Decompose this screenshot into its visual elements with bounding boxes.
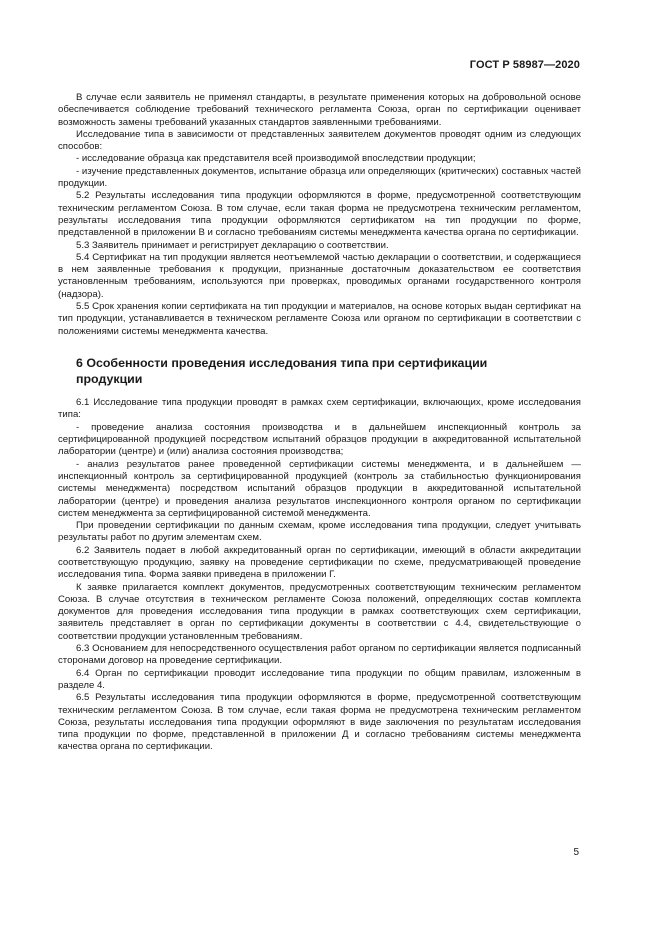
section-heading: 6 Особенности проведения исследования типа при сертификации продукции [76,355,488,386]
paragraph-5-4: 5.4 Сертификат на тип продукции является неотъемлемой частью декларации о соответствии, и содержащиеся в нем заявленные требования к продукции, признанные достаточным доказательством ее соответствия установленным требованиям, используются при проверках, проводимых органами государственного контроля (надзора). [58,251,581,300]
paragraph-5-3: 5.3 Заявитель принимает и регистрирует декларацию о соответствии. [76,239,389,251]
paragraph-6-3: 6.3 Основанием для непосредственного осуществления работ органом по сертификации является подписанный сторонами договор на проведение сертификации. [58,643,581,667]
paragraph-5-5: 5.5 Срок хранения копии сертификата на тип продукции и материалов, на основе которых выдан сертификат на тип продукции, устанавливается в техническом регламенте Союза или органом по сертификации в соответствии с положениями системы менеджмента качества. [58,301,581,337]
paragraph: В случае если заявитель не применял стандарты, в результате применения которых на добровольной основе обеспечивается соблюдение требований технического регламента Союза, орган по сертификации оценивает возможность замены требований указанных стандартов заявленными требованиями. [58,92,581,128]
paragraph-6-5: 6.5 Результаты исследования типа продукции оформляются в форме, предусмотренной соответствующим техническим регламентом Союза. В том случае, если такая форма не предусмотрена техническим регламентом Союза, результаты исследования типа продукции оформляют в виде заключения по результатам исследования типа продукции по форме, представленной в приложении Д и согласно требованиям системы менеджмента качества органа по сертификации. [58,692,581,753]
paragraph-6-1: 6.1 Исследование типа продукции проводят в рамках схем сертификации, включающих, кроме исследования типа: [58,397,581,421]
standard-designation: ГОСТ Р 58987—2020 [469,59,580,71]
list-item: - исследование образца как представителя всей производимой впоследствии продукции; [76,153,476,165]
list-item: - изучение представленных документов, испытание образца или определяющих (критических) составных частей продукции. [58,165,581,190]
list-item: - анализ результатов ранее проведенной сертификации системы менеджмента, и в дальнейшем — инспекционный контроль за сертифицированной продукцией (контроль за стабильностью функционирования системы менеджмента) посредством испытаний образцов продукции в аккредитованной испытательной лаборатории (центре) и проведения анализа результатов инспекционного контроля органом по сертификации систем менеджмента за сертифицированной системой менеджмента. [58,458,581,519]
paragraph: К заявке прилагается комплект документов, предусмотренных соответствующим техническим регламентом Союза. В случае отсутствия в техническом регламенте Союза положений, определяющих состав комплекта документов для проведения исследования типа продукции в рамках соответствующих схем сертификации, заявитель представляет в орган по сертификации документы в соответствии с 4.4, свидетельствующие о соответствии продукции установленным требованиям. [58,581,581,642]
list-item: - проведение анализа состояния производства и в дальнейшем инспекционный контроль за сертифицированной продукцией посредством испытаний образцов продукции в аккредитованной испытательной лаборатории (центре) и (или) анализа состояния производства; [58,421,581,458]
paragraph-6-4: 6.4 Орган по сертификации проводит исследование типа продукции по общим правилам, изложенным в разделе 4. [58,667,581,691]
paragraph: Исследование типа в зависимости от представленных заявителем документов проводят одним из следующих способов: [58,128,581,153]
paragraph: При проведении сертификации по данным схемам, кроме исследования типа продукции, следует учитывать результаты работ по другим элементам схем. [58,520,581,544]
paragraph-5-2: 5.2 Результаты исследования типа продукции оформляются в форме, предусмотренной соответствующим техническим регламентом Союза. В том случае, если такая форма не предусмотрена техническим регламентом, результаты исследования типа продукции оформляются сертификатом на тип продукции по форме, представленной в приложении В и согласно требованиям системы менеджмента качества органа по сертификации. [58,190,581,239]
paragraph-6-2: 6.2 Заявитель подает в любой аккредитованный орган по сертификации, имеющий в области аккредитации соответствующую продукцию, заявку на проведение сертификации по схеме, предусматривающей проведение исследования типа. Форма заявки приведена в приложении Г. [58,544,581,581]
page-number: 5 [573,847,579,858]
page-content [58,92,581,754]
